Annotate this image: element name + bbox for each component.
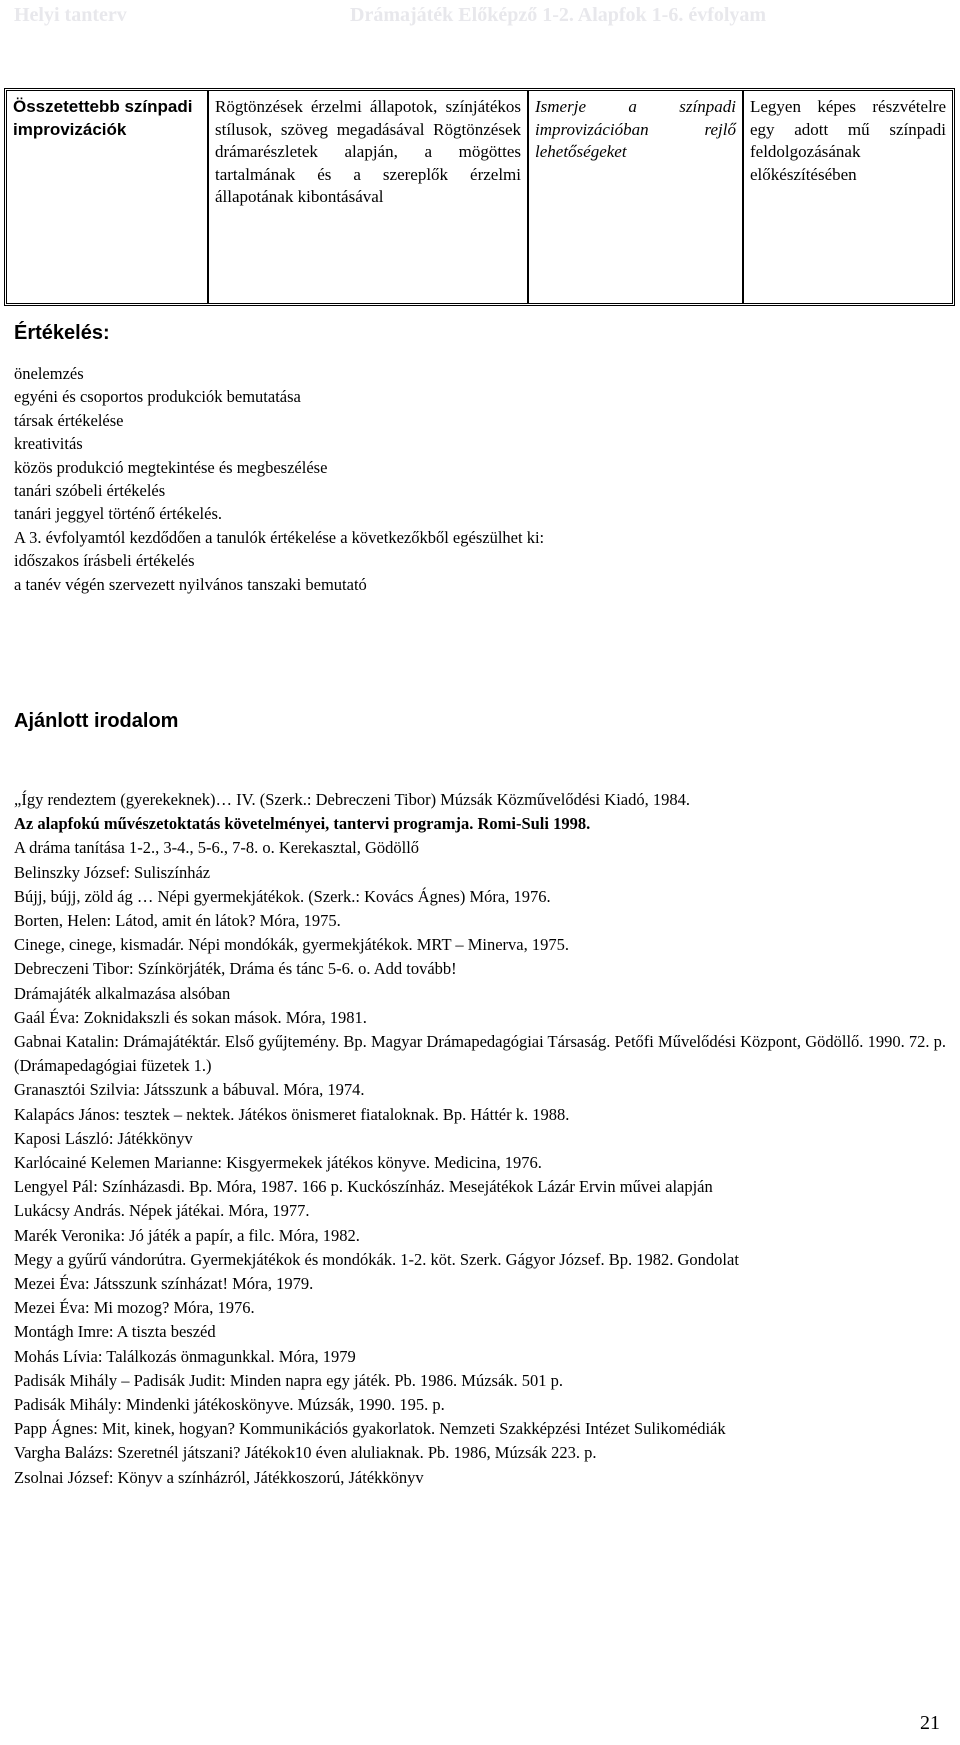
curriculum-table: [4, 88, 955, 306]
literature-item: Belinszky József: Suliszínház: [14, 862, 211, 882]
literature-title: Ajánlott irodalom: [14, 710, 179, 732]
page-number: 21: [920, 1712, 940, 1734]
literature-item: Lukácsy András. Népek játékai. Móra, 1977.: [14, 1201, 310, 1221]
evaluation-title: Értékelés:: [14, 322, 110, 344]
literature-item: Mezei Éva: Játsszunk színházat! Móra, 1979.: [14, 1274, 314, 1294]
literature-item: Lengyel Pál: Színházasdi. Bp. Móra, 1987. 166 p. Kuckószínház. Mesejátékok Lázár Ervin művei alapján: [14, 1177, 713, 1197]
list-item: a tanév végén szervezett nyilvános tanszaki bemutató: [14, 574, 367, 594]
literature-item: Marék Veronika: Jó játék a papír, a filc. Móra, 1982.: [14, 1225, 360, 1245]
literature-item: Papp Ágnes: Mit, kinek, hogyan? Kommunikációs gyakorlatok. Nemzeti Szakképzési Intézet Sulikomédiák: [14, 1419, 726, 1439]
literature-item: Zsolnai József: Könyv a színházról, Játékkoszorú, Játékkönyv: [14, 1467, 424, 1487]
list-item: A 3. évfolyamtól kezdődően a tanulók értékelése a következőkből egészülhet ki:: [14, 527, 545, 547]
list-item: önelemzés: [14, 364, 84, 383]
literature-item: Montágh Imre: A tiszta beszéd: [14, 1322, 216, 1342]
literature-item: Gabnai Katalin: Drámajátéktár. Első gyűjtemény. Bp. Magyar Drámapedagógiai Társaság. Petőfi Művelődési Központ, Gödöllő. 1990. 72. p. (Drámapedagógiai füzetek 1.): [14, 1032, 946, 1076]
literature-item: Granasztói Szilvia: Játsszunk a bábuval. Móra, 1974.: [14, 1080, 365, 1100]
literature-item: Kalapács János: tesztek – nektek. Játékos önismeret fiataloknak. Bp. Háttér k. 1988.: [14, 1104, 570, 1124]
list-item: egyéni és csoportos produkciók bemutatása: [14, 387, 301, 407]
literature-item: Vargha Balázs: Szeretnél játszani? Játékok10 éven aluliaknak. Pb. 1986, Múzsák 223. p.: [14, 1443, 597, 1463]
literature-item: Padisák Mihály: Mindenki játékoskönyve. Múzsák, 1990. 195. p.: [14, 1395, 445, 1415]
table-cell-requirement: [742, 91, 952, 303]
literature-item: Kaposi László: Játékkönyv: [14, 1128, 193, 1148]
list-item: társak értékelése: [14, 410, 124, 430]
header-right-text: Drámajáték Előképző 1-2. Alapfok 1-6. évfolyam: [350, 4, 767, 26]
literature-item: Karlócainé Kelemen Marianne: Kisgyermekek játékos könyve. Medicina, 1976.: [14, 1153, 542, 1173]
header-left-text: Helyi tanterv: [14, 4, 127, 26]
requirement-text: Legyen képes részvételre egy adott mű színpadi feldolgozásának előkészítésében: [750, 97, 946, 184]
list-item: tanári jeggyel történő értékelés.: [14, 504, 222, 524]
literature-item: Drámajáték alkalmazása alsóban: [14, 983, 231, 1003]
literature-item: Az alapfokú művészetoktatás követelményei, tantervi programja. Romi-Suli 1998.: [14, 814, 591, 834]
content-text: Rögtönzések érzelmi állapotok, színjátékos stílusok, szöveg megadásával Rögtönzések drámarészletek alapján, a mögöttes tartalmának és a szereplők érzelmi állapotának kibontásával: [215, 97, 521, 206]
literature-item: Megy a gyűrű vándorútra. Gyermekjátékok és mondókák. 1-2. köt. Szerk. Gágyor József. Bp. 1982. Gondolat: [14, 1249, 739, 1269]
literature-item: Mohás Lívia: Találkozás önmagunkkal. Móra, 1979: [14, 1346, 356, 1366]
list-item: tanári szóbeli értékelés: [14, 481, 166, 501]
literature-item: Gaál Éva: Zoknidakszli és sokan mások. Móra, 1981.: [14, 1007, 367, 1027]
literature-item: Bújj, bújj, zöld ág … Népi gyermekjátékok. (Szerk.: Kovács Ágnes) Móra, 1976.: [14, 886, 551, 906]
table-cell-content: [207, 91, 527, 303]
literature-item: Debreczeni Tibor: Színkörjáték, Dráma és tánc 5-6. o. Add tovább!: [14, 959, 457, 979]
literature-item: „Így rendeztem (gyerekeknek)… IV. (Szerk.: Debreczeni Tibor) Múzsák Közművelődési Kiadó, 1984.: [14, 790, 690, 809]
list-item: közös produkció megtekintése és megbeszélése: [14, 457, 328, 477]
list-item: időszakos írásbeli értékelés: [14, 551, 195, 571]
list-item: kreativitás: [14, 434, 83, 454]
page-header: [0, 0, 960, 35]
literature-item: Borten, Helen: Látod, amit én látok? Móra, 1975.: [14, 911, 341, 931]
knowledge-text: Ismerje a színpadi improvizációban rejlő lehetőségeket: [535, 97, 736, 161]
literature-item: Mezei Éva: Mi mozog? Móra, 1976.: [14, 1298, 255, 1318]
table-cell-knowledge: [527, 91, 742, 303]
topic-text: Összetettebb színpadi improvizációk: [13, 97, 193, 139]
table-cell-topic: [7, 91, 207, 303]
literature-list: [14, 788, 946, 1490]
evaluation-list: [14, 362, 944, 596]
literature-item: A dráma tanítása 1-2., 3-4., 5-6., 7-8. o. Kerekasztal, Gödöllő: [14, 838, 420, 858]
literature-item: Cinege, cinege, kismadár. Népi mondókák, gyermekjátékok. MRT – Minerva, 1975.: [14, 935, 569, 955]
literature-item: Padisák Mihály – Padisák Judit: Minden napra egy játék. Pb. 1986. Múzsák. 501 p.: [14, 1370, 564, 1390]
